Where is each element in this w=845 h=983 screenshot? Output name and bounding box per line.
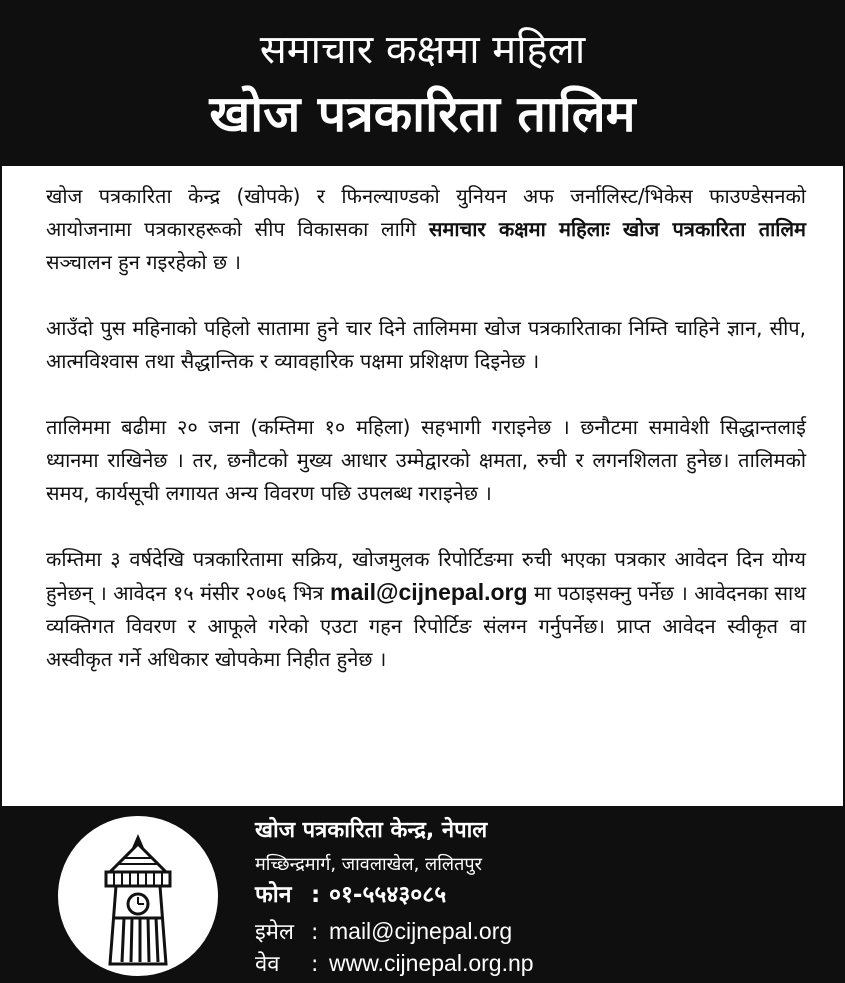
application-email-link[interactable]: mail@cijnepal.org <box>330 579 528 605</box>
paragraph-schedule: आउँदो पुस महिनाको पहिलो सातामा हुने चार दिने तालिममा खोज पत्रकारिताका निम्ति चाहिने ज्ञान, सीप, आत्मविश्वास तथा सैद्धान्तिक र व्यावहारिक पक्षमा प्रशिक्षण दिइनेछ । <box>46 316 806 373</box>
page-title: खोज पत्रकारिता तालिम <box>209 85 636 143</box>
email-link[interactable]: mail@cijnepal.org <box>329 918 513 944</box>
email-row <box>255 916 512 948</box>
header-banner <box>0 0 845 166</box>
email-label: इमेल <box>255 920 294 945</box>
notice-paragraphs <box>46 180 806 709</box>
web-label: वेव <box>255 952 280 977</box>
training-name: समाचार कक्षमा महिलाः खोज पत्रकारिता तालिम <box>428 217 806 241</box>
footer-contact <box>0 806 845 983</box>
email-separator: : <box>311 920 319 945</box>
org-name: खोज पत्रकारिता केन्द्र, नेपाल <box>255 818 488 843</box>
paragraph-selection: तालिममा बढीमा २० जना (कम्तिमा १० महिला) सहभागी गराइनेछ । छनौटमा समावेशी सिद्धान्तलाई ध्यानमा राखिनेछ । तर, छनौटको मुख्य आधार उम्मेद्वारको क्षमता, रुची र लगनशिलता हुनेछ। तालिमको समय, कार्यसूची लगायत अन्य विवरण पछि उपलब्ध गराइनेछ । <box>46 415 806 505</box>
website-link[interactable]: www.cijnepal.org.np <box>329 950 534 976</box>
phone-label: फोन <box>255 882 292 908</box>
notice-body <box>2 166 843 806</box>
paragraph-intro: खोज पत्रकारिता केन्द्र (खोपके) र फिनल्याण्डको युनियन अफ जर्नालिस्ट/भिकेस फाउण्डेसनको आयोजनामा पत्रकारहरूको सीप विकासका लागि समाचार कक्षमा महिलाः खोज पत्रकारिता तालिम सञ्चालन हुन गइरहेको छ । <box>46 184 806 274</box>
web-row <box>255 948 534 980</box>
page-subtitle: समाचार कक्षमा महिला <box>259 27 586 73</box>
paragraph-application: कम्तिमा ३ वर्षदेखि पत्रकारितामा सक्रिय, खोजमुलक रिपोर्टिङमा रुची भएका पत्रकार आवेदन दिन योग्य हुनेछन् । आवेदन १५ मंसीर २०७६ भित्र mail@cijnepal.org मा पठाइसक्नु पर्नेछ । आवेदनका साथ व्यक्तिगत विवरण र आफूले गरेको एउटा गहन रिपोर्टिङ संलग्न गर्नुपर्नेछ। प्राप्त आवेदन स्वीकृत वा अस्वीकृत गर्ने अधिकार खोपकेमा निहीत हुनेछ । <box>46 547 806 671</box>
tower-logo-icon <box>58 816 218 976</box>
org-address: मच्छिन्द्रमार्ग, जावलाखेल, ललितपुर <box>255 854 482 875</box>
phone-row <box>255 880 446 910</box>
phone-separator: : <box>311 882 321 908</box>
phone-value[interactable]: ०१-५५४३०८५ <box>329 882 447 908</box>
web-separator: : <box>311 952 319 977</box>
org-logo <box>58 816 218 976</box>
